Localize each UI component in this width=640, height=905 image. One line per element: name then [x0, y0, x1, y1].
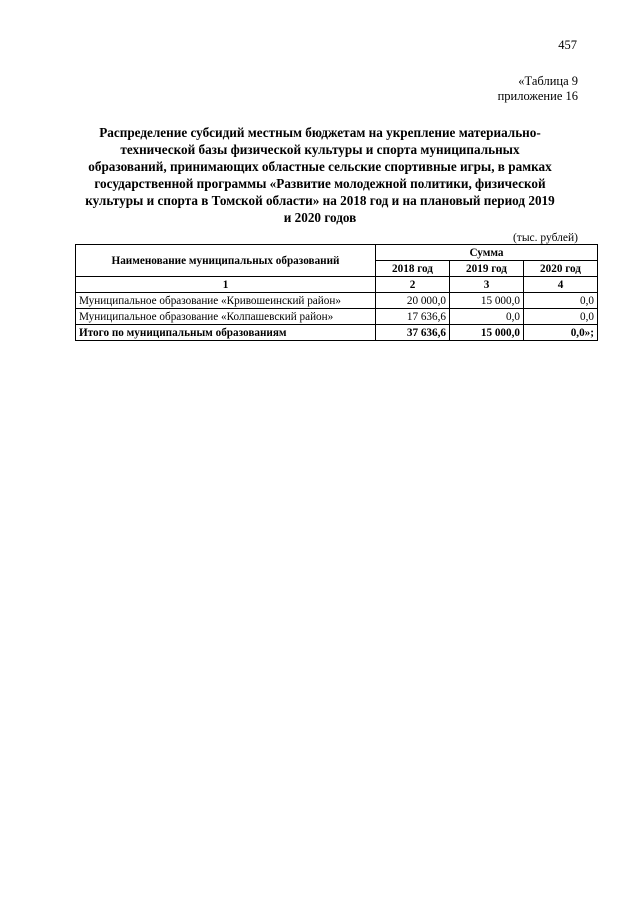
table-ref-line-2: приложение 16: [497, 89, 578, 103]
table-reference: [498, 74, 578, 104]
units-label: (тыс. рублей): [512, 232, 578, 244]
total-name: Итого по муниципальным образованиям: [76, 325, 376, 341]
row-value-2020: 0,0: [524, 309, 598, 325]
header-year-2020: 2020 год: [524, 261, 598, 277]
document-heading: [76, 124, 564, 226]
row-value-2020: 0,0: [524, 293, 598, 309]
col-number: 1: [76, 277, 376, 293]
col-number: 3: [450, 277, 524, 293]
table-ref-line-1: «Таблица 9: [518, 74, 578, 88]
table-row: [76, 293, 598, 309]
total-row: [76, 325, 598, 341]
row-name: Муниципальное образование «Колпашевский район»: [76, 309, 376, 325]
heading-line-1: Распределение субсидий местным бюджетам на укрепление материально-: [99, 125, 541, 140]
table-row: [76, 309, 598, 325]
row-name: Муниципальное образование «Кривошеинский район»: [76, 293, 376, 309]
header-year-2019: 2019 год: [450, 261, 524, 277]
heading-line-5: культуры и спорта в Томской области» на 2018 год и на плановый период 2019: [85, 193, 555, 208]
subsidy-table: [75, 244, 598, 341]
header-name: Наименование муниципальных образований: [76, 245, 376, 277]
table-header-row: [76, 245, 598, 261]
col-number: 2: [376, 277, 450, 293]
column-number-row: [76, 277, 598, 293]
total-value-2019: 15 000,0: [450, 325, 524, 341]
total-value-2018: 37 636,6: [376, 325, 450, 341]
total-value-2020: 0,0»;: [524, 325, 598, 341]
heading-line-6: и 2020 годов: [283, 210, 357, 225]
row-value-2018: 17 636,6: [376, 309, 450, 325]
header-year-2018: 2018 год: [376, 261, 450, 277]
heading-line-3: образований, принимающих областные сельские спортивные игры, в рамках: [88, 159, 552, 174]
col-number: 4: [524, 277, 598, 293]
row-value-2018: 20 000,0: [376, 293, 450, 309]
row-value-2019: 0,0: [450, 309, 524, 325]
page-number: 457: [558, 38, 577, 52]
heading-line-2: технической базы физической культуры и спорта муниципальных: [120, 142, 520, 157]
heading-line-4: государственной программы «Развитие молодежной политики, физической: [94, 176, 546, 191]
header-sum: Сумма: [376, 245, 598, 261]
row-value-2019: 15 000,0: [450, 293, 524, 309]
